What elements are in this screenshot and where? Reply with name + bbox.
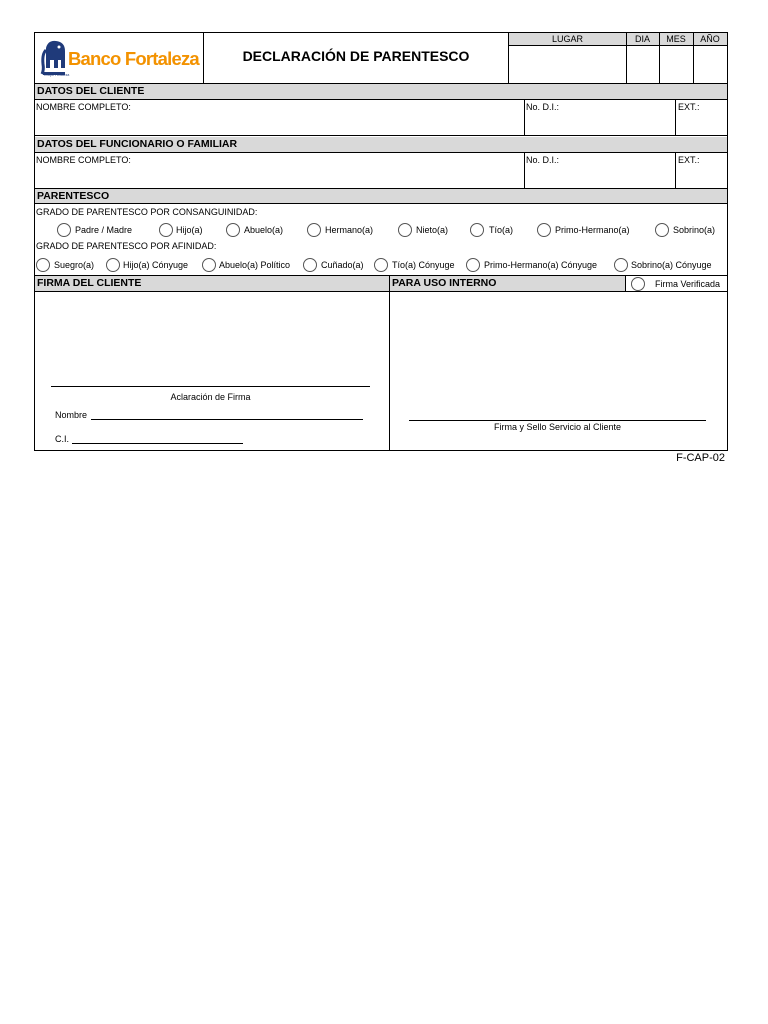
aclaracion-firma-label: Aclaración de Firma [170,392,251,402]
option-label: Abuelo(a) [244,225,284,235]
anio-header: AÑO [700,34,720,44]
internal-signature-line [409,420,706,421]
radio-hermano[interactable] [307,223,321,237]
internal-signature-area[interactable] [395,296,723,416]
radio-sobrino-conyuge[interactable] [614,258,628,272]
funcionario-di-label: No. D.I.: [526,155,560,165]
radio-nieto[interactable] [398,223,412,237]
lugar-field[interactable] [509,47,626,83]
option-label: Cuñado(a) [321,260,364,270]
firma-verificada-label: Firma Verificada [655,279,721,289]
radio-primo-hermano[interactable] [537,223,551,237]
radio-tio[interactable] [470,223,484,237]
radio-sobrino[interactable] [655,223,669,237]
option-label: Padre / Madre [75,225,133,235]
radio-primo-hermano-conyuge[interactable] [466,258,480,272]
radio-cunado[interactable] [303,258,317,272]
section-uso-interno: PARA USO INTERNO [390,276,625,292]
radio-hijo[interactable] [159,223,173,237]
radio-firma-verificada[interactable] [631,277,645,291]
firma-sello-label: Firma y Sello Servicio al Cliente [493,422,622,432]
option-label: Tío(a) [489,225,514,235]
row-divider [35,135,727,136]
nombre-line[interactable] [91,419,363,420]
option-label: Sobrino(a) Cónyuge [631,260,712,270]
elephant-logo-icon [40,38,68,78]
option-label: Primo-Hermano(a) Cónyuge [484,260,598,270]
nombre-label: Nombre [55,410,88,420]
section-datos-funcionario: DATOS DEL FUNCIONARIO O FAMILIAR [35,137,727,153]
radio-padre-madre[interactable] [57,223,71,237]
radio-tio-conyuge[interactable] [374,258,388,272]
option-label: Suegro(a) [54,260,95,270]
col-divider [389,276,390,451]
radio-hijo-conyuge[interactable] [106,258,120,272]
radio-abuelo-politico[interactable] [202,258,216,272]
logo-text: Banco Fortaleza [68,48,199,69]
option-label: Primo-Hermano(a) [555,225,630,235]
consanguinidad-label: GRADO DE PARENTESCO POR CONSANGUINIDAD: [36,207,258,217]
radio-abuelo[interactable] [226,223,240,237]
logo-subtext: Grupo Fortaleza [44,73,70,77]
cliente-ext-label: EXT.: [678,102,700,112]
logo [36,34,202,82]
ci-line[interactable] [72,443,243,444]
mes-header: MES [666,34,686,44]
lugar-header: LUGAR [551,34,583,44]
form-title: DECLARACIÓN DE PARENTESCO [242,48,470,64]
option-label: Abuelo(a) Político [219,260,291,270]
signature-area[interactable] [40,296,384,384]
option-label: Tío(a) Cónyuge [392,260,455,270]
signature-line [51,386,370,387]
mes-field[interactable] [660,47,693,83]
option-label: Hermano(a) [325,225,374,235]
section-datos-cliente: DATOS DEL CLIENTE [35,84,727,100]
dia-field[interactable] [627,47,659,83]
dia-header: DIA [634,34,650,44]
ci-label: C.I. [55,434,70,444]
option-label: Hijo(a) [176,225,203,235]
option-label: Hijo(a) Cónyuge [123,260,189,270]
funcionario-ext-label: EXT.: [678,155,700,165]
anio-field[interactable] [694,47,727,83]
cliente-di-label: No. D.I.: [526,102,560,112]
section-parentesco: PARENTESCO [35,189,727,204]
afinidad-label: GRADO DE PARENTESCO POR AFINIDAD: [36,241,217,251]
section-firma-cliente: FIRMA DEL CLIENTE [35,276,389,292]
option-label: Sobrino(a) [673,225,716,235]
option-label: Nieto(a) [416,225,449,235]
radio-suegro[interactable] [36,258,50,272]
funcionario-nombre-label: NOMBRE COMPLETO: [36,155,131,165]
form-code: F-CAP-02 [676,452,725,464]
cliente-nombre-label: NOMBRE COMPLETO: [36,102,131,112]
